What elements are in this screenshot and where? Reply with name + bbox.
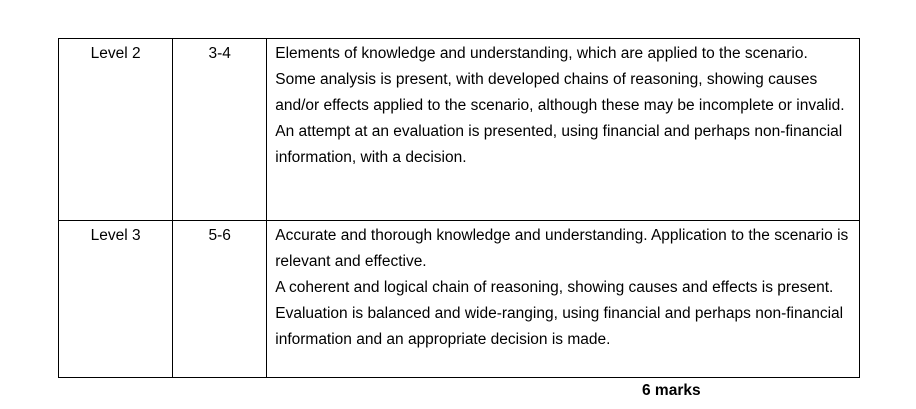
- level-cell: Level 2: [59, 39, 173, 221]
- total-marks-label: 6 marks: [642, 382, 701, 399]
- mark-scheme-table: [58, 38, 860, 378]
- descriptor-cell: [267, 221, 860, 378]
- descriptor-paragraph: An attempt at an evaluation is presented, using financial and perhaps non-financial information, with a decision.: [275, 123, 843, 166]
- descriptor-paragraph: Some analysis is present, with developed chains of reasoning, showing causes and/or effects applied to the scenario, although these may be incomplete or invalid.: [275, 71, 845, 114]
- marks-range-cell: 5-6: [173, 221, 267, 378]
- table-row-level-3: [59, 221, 860, 378]
- descriptor-paragraph: Evaluation is balanced and wide-ranging, using financial and perhaps non-financial information and an appropriate decision is made.: [275, 305, 844, 348]
- descriptor-paragraph: Accurate and thorough knowledge and understanding. Application to the scenario is relevant and effective.: [275, 227, 849, 270]
- descriptor-paragraph: A coherent and logical chain of reasoning, showing causes and effects is present.: [275, 279, 834, 296]
- table-row-level-2: [59, 39, 860, 221]
- level-cell: Level 3: [59, 221, 173, 378]
- descriptor-cell: [267, 39, 860, 221]
- descriptor-paragraph: Elements of knowledge and understanding, which are applied to the scenario.: [275, 45, 808, 62]
- marks-range-cell: 3-4: [173, 39, 267, 221]
